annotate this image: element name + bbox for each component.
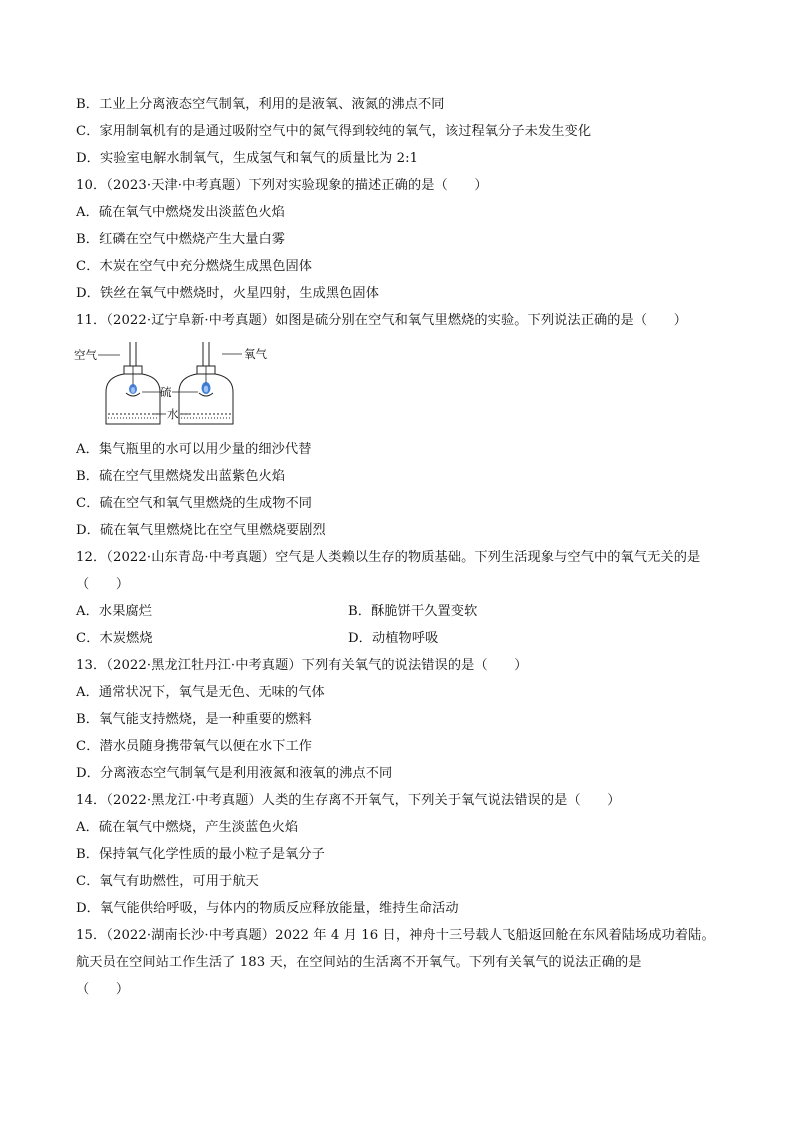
q12-option-c: C．木炭燃烧 [76, 631, 153, 646]
q13-option-a: A．通常状况下，氧气是无色、无味的气体 [76, 685, 325, 700]
q11-option-d: D．硫在氧气里燃烧比在空气里燃烧要剧烈 [76, 523, 326, 538]
q14-stem: 14．（2022·黑龙江·中考真题）人类的生存离不开氧气，下列关于氧气说法错误的是（ ） [76, 793, 621, 808]
q13-option-b: B．氧气能支持燃烧，是一种重要的燃料 [76, 712, 312, 727]
q15-stem-line2: 航天员在空间站工作生活了 183 天，在空间站的生活离不开氧气。下列有关氧气的说法正确的是 [76, 955, 642, 970]
q11-option-c: C．硫在空气和氧气里燃烧的生成物不同 [76, 496, 313, 511]
oxygen-flame-icon [202, 382, 211, 394]
q9-option-c: C．家用制氧机有的是通过吸附空气中的氮气得到较纯的氧气，该过程氧分子未发生变化 [76, 124, 592, 139]
air-bottle [106, 342, 160, 424]
q12-answer-blank: （ ） [76, 577, 130, 592]
q12-stem: 12．（2022·山东青岛·中考真题）空气是人类赖以生存的物质基础。下列生活现象与空气中的氧气无关的是 [76, 550, 701, 565]
label-pointers [98, 354, 242, 414]
q15-answer-blank: （ ） [76, 982, 130, 997]
q10-option-d: D．铁丝在氧气中燃烧时，火星四射，生成黑色固体 [76, 286, 379, 301]
water-label: 水 [167, 407, 179, 421]
q13-stem: 13．（2022·黑龙江牡丹江·中考真题）下列有关氧气的说法错误的是（ ） [76, 658, 528, 673]
q12-option-b: B．酥脆饼干久置变软 [348, 604, 478, 619]
q15-stem-line1: 15．（2022·湖南长沙·中考真题）2022 年 4 月 16 日，神舟十三号载人飞船返回舱在东风着陆场成功着陆。 [76, 928, 715, 943]
combustion-bottles-diagram [72, 342, 272, 428]
oxygen-label: 氧气 [244, 347, 267, 361]
air-label: 空气 [74, 348, 97, 362]
q10-stem: 10．（2023·天津·中考真题）下列对实验现象的描述正确的是（ ） [76, 178, 488, 193]
air-flame-icon [129, 384, 137, 394]
q9-option-b: B．工业上分离液态空气制氧，利用的是液氧、液氮的沸点不同 [76, 97, 445, 112]
q14-option-c: C．氧气有助燃性，可用于航天 [76, 874, 259, 889]
q10-option-a: A．硫在氧气中燃烧发出淡蓝色火焰 [76, 205, 285, 220]
q14-option-a: A．硫在氧气中燃烧，产生淡蓝色火焰 [76, 820, 299, 835]
q10-option-b: B．红磷在空气中燃烧产生大量白雾 [76, 232, 286, 247]
q11-option-a: A．集气瓶里的水可以用少量的细沙代替 [76, 442, 312, 457]
q13-option-c: C．潜水员随身携带氧气以便在水下工作 [76, 739, 313, 754]
q12-option-a: A．水果腐烂 [76, 604, 153, 619]
q13-option-d: D．分离液态空气制氧气是利用液氮和液氧的沸点不同 [76, 766, 393, 781]
q10-option-c: C．木炭在空气中充分燃烧生成黑色固体 [76, 259, 313, 274]
q11-option-b: B．硫在空气里燃烧发出蓝紫色火焰 [76, 469, 286, 484]
q14-option-b: B．保持氧气化学性质的最小粒子是氧分子 [76, 847, 325, 862]
q11-stem: 11．（2022·辽宁阜新·中考真题）如图是硫分别在空气和氧气里燃烧的实验。下列说法正确的是（ ） [76, 313, 687, 328]
q12-option-d: D．动植物呼吸 [348, 631, 439, 646]
q14-option-d: D．氧气能供给呼吸，与体内的物质反应释放能量，维持生命活动 [76, 901, 459, 916]
sulfur-combustion-figure [72, 342, 272, 428]
sulfur-label: 硫 [160, 385, 172, 399]
q9-option-d: D．实验室电解水制氧气，生成氢气和氧气的质量比为 2:1 [76, 151, 419, 166]
